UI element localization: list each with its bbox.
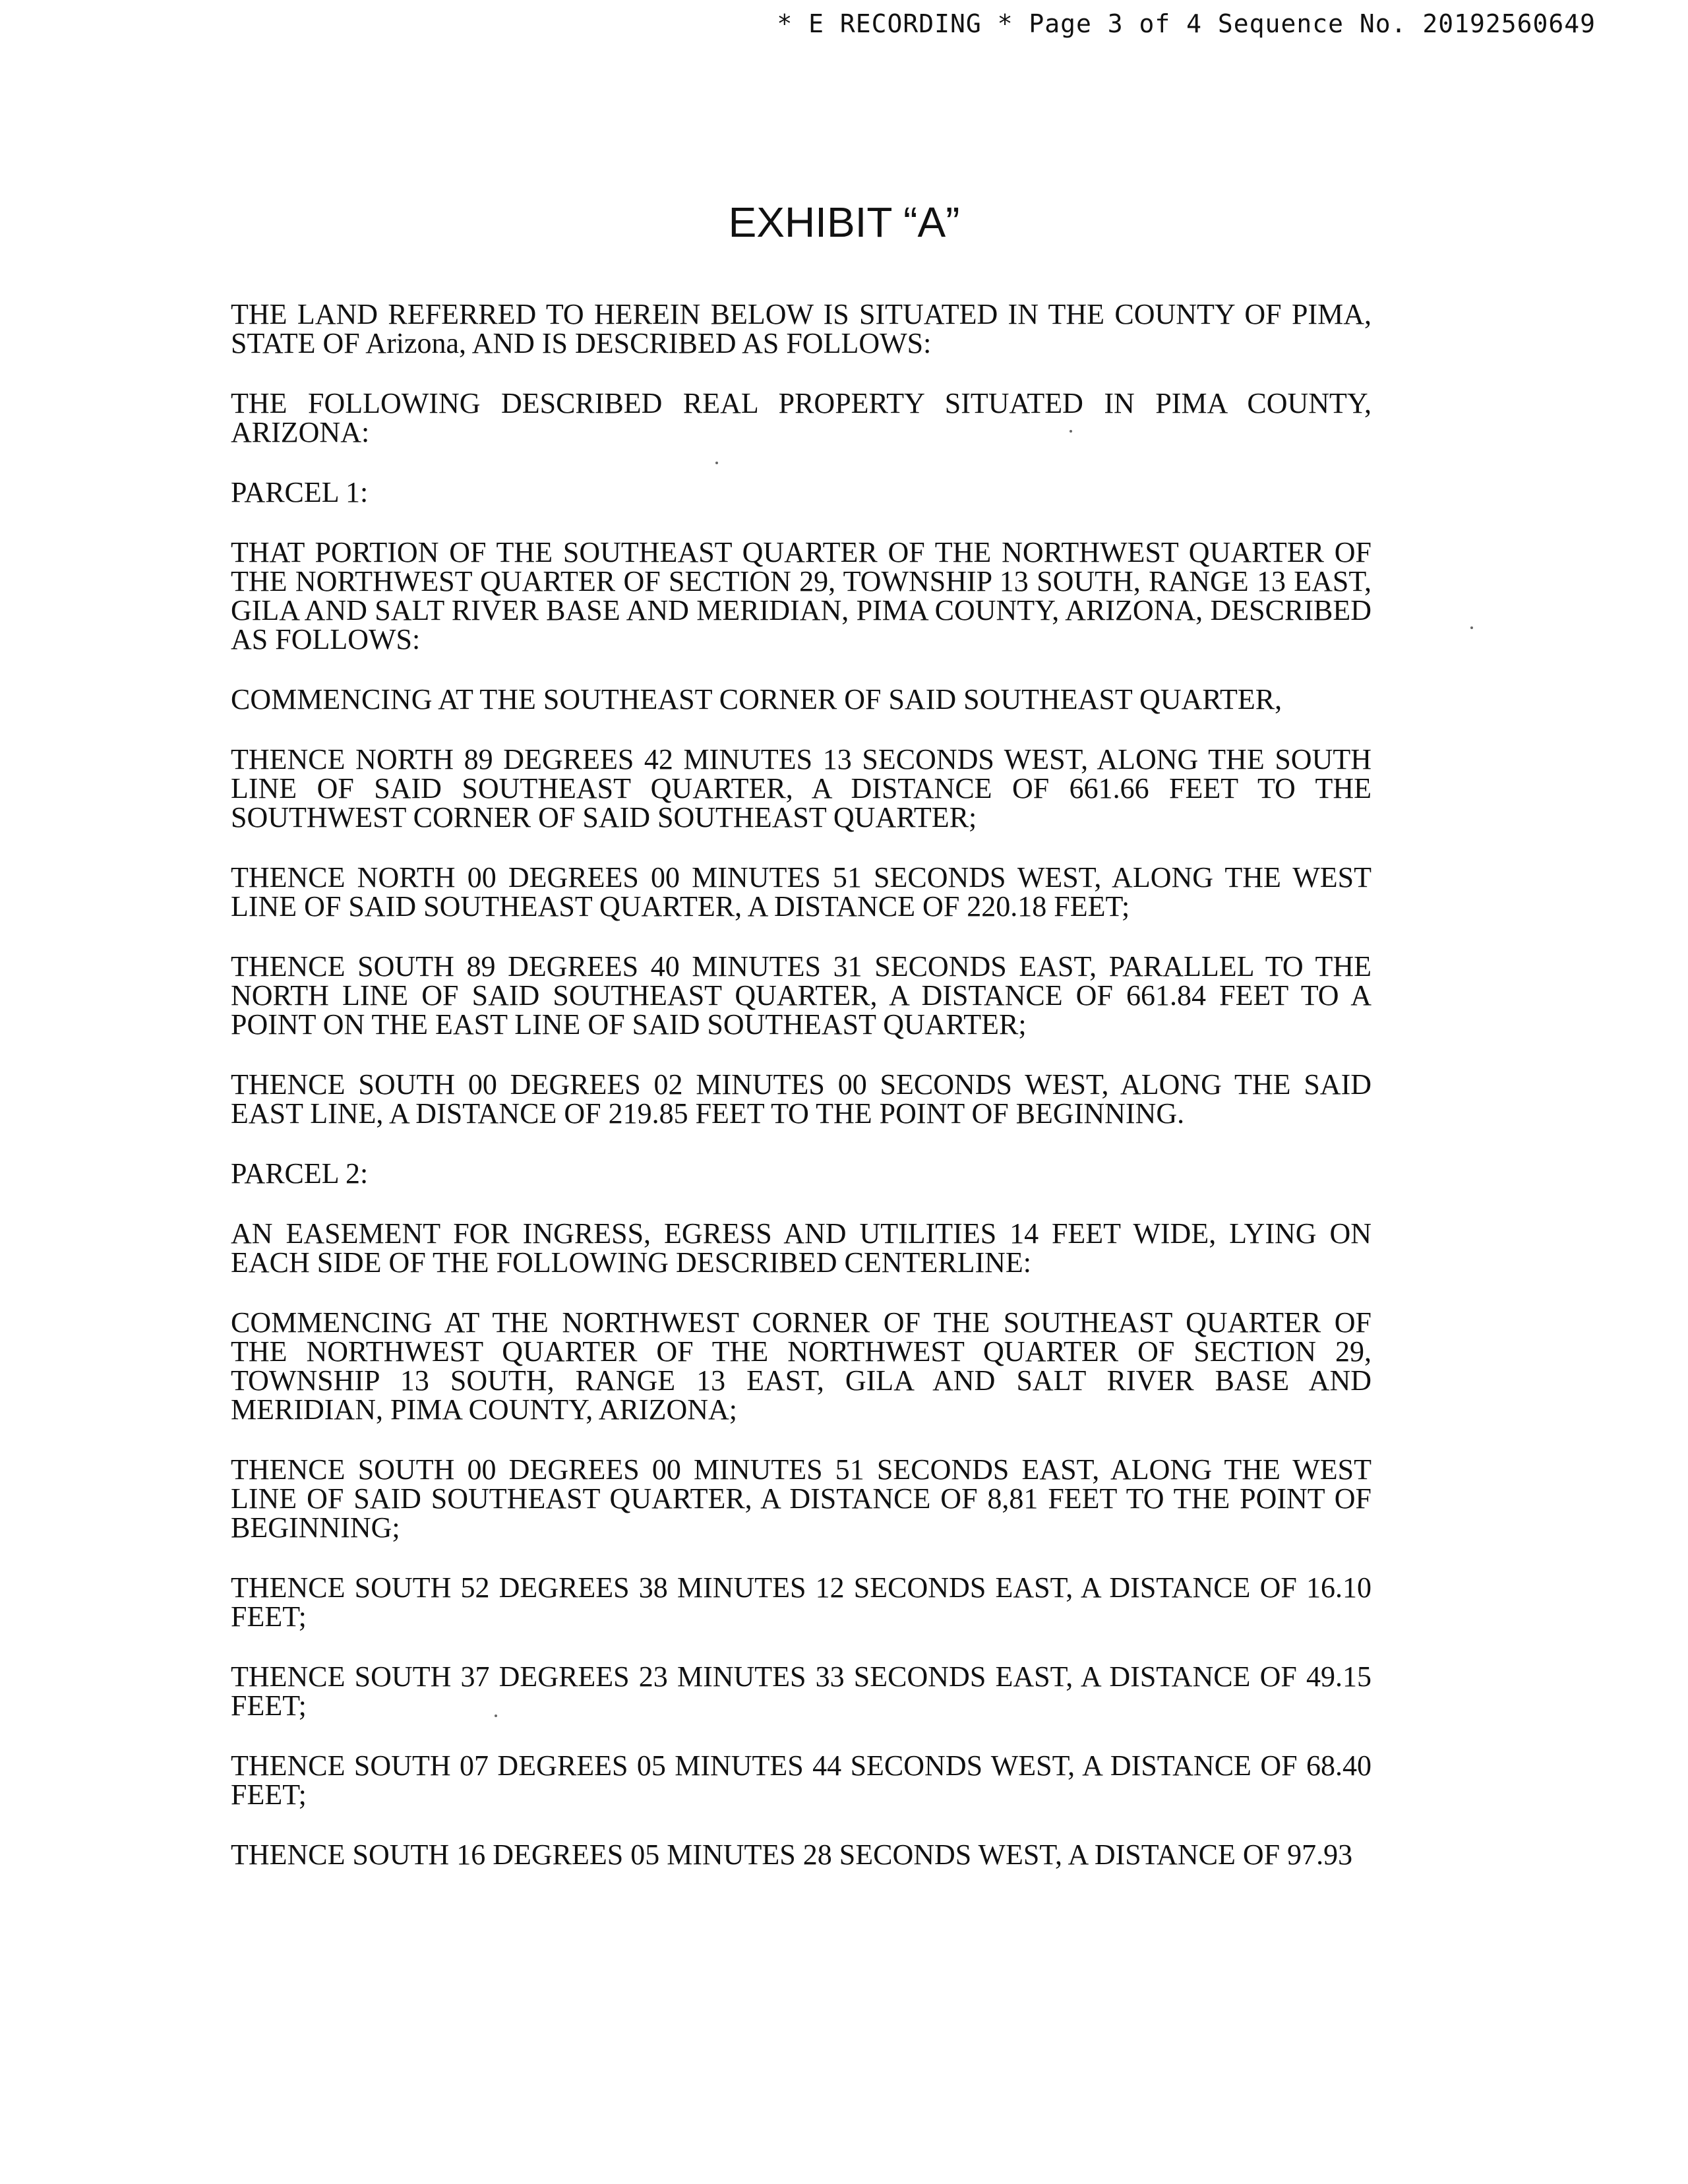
parcel-1-heading: PARCEL 1: — [231, 476, 369, 508]
parcel-2-course-5: THENCE SOUTH 16 DEGREES 05 MINUTES 28 SECONDS WEST, A DISTANCE OF 97.93 — [231, 1838, 1353, 1871]
parcel-1-course-3: THENCE SOUTH 89 DEGREES 40 MINUTES 31 SECONDS EAST, PARALLEL TO THE NORTH LINE OF SAID SOUTHEAST QUARTER, A DISTANCE OF 661.84 FEET TO A POINT ON THE EAST LINE OF SAID SOUTHEAST QUARTER; — [231, 950, 1372, 1041]
scan-speck — [715, 462, 718, 464]
paragraph-property: THE FOLLOWING DESCRIBED REAL PROPERTY SITUATED IN PIMA COUNTY, ARIZONA: — [231, 387, 1372, 448]
parcel-1-course-2: THENCE NORTH 00 DEGREES 00 MINUTES 51 SECONDS WEST, ALONG THE WEST LINE OF SAID SOUTHEAST QUARTER, A DISTANCE OF 220.18 FEET; — [231, 861, 1372, 923]
parcel-1-commencing: COMMENCING AT THE SOUTHEAST CORNER OF SAID SOUTHEAST QUARTER, — [231, 683, 1282, 715]
legal-description — [231, 300, 1372, 1900]
parcel-2-heading: PARCEL 2: — [231, 1157, 369, 1190]
parcel-2-easement: AN EASEMENT FOR INGRESS, EGRESS AND UTILITIES 14 FEET WIDE, LYING ON EACH SIDE OF THE FOLLOWING DESCRIBED CENTERLINE: — [231, 1217, 1372, 1279]
parcel-2-course-2: THENCE SOUTH 52 DEGREES 38 MINUTES 12 SECONDS EAST, A DISTANCE OF 16.10 FEET; — [231, 1571, 1372, 1633]
scan-speck — [495, 1714, 497, 1717]
paragraph-intro: THE LAND REFERRED TO HEREIN BELOW IS SITUATED IN THE COUNTY OF PIMA, STATE OF Arizona, AND IS DESCRIBED AS FOLLOWS: — [231, 298, 1372, 359]
exhibit-title: EXHIBIT “A” — [728, 198, 960, 246]
parcel-2-course-1: THENCE SOUTH 00 DEGREES 00 MINUTES 51 SECONDS EAST, ALONG THE WEST LINE OF SAID SOUTHEAST QUARTER, A DISTANCE OF 8,81 FEET TO THE POINT OF BEGINNING; — [231, 1453, 1372, 1544]
parcel-1-description: THAT PORTION OF THE SOUTHEAST QUARTER OF THE NORTHWEST QUARTER OF THE NORTHWEST QUARTER OF SECTION 29, TOWNSHIP 13 SOUTH, RANGE 13 EAST, GILA AND SALT RIVER BASE AND MERIDIAN, PIMA COUNTY, ARIZONA, DESCRIBED AS FOLLOWS: — [231, 536, 1372, 655]
scan-speck — [1470, 626, 1473, 629]
scan-speck — [1070, 430, 1072, 433]
parcel-1-course-1: THENCE NORTH 89 DEGREES 42 MINUTES 13 SECONDS WEST, ALONG THE SOUTH LINE OF SAID SOUTHEAST QUARTER, A DISTANCE OF 661.66 FEET TO THE SOUTHWEST CORNER OF SAID SOUTHEAST QUARTER; — [231, 743, 1372, 834]
parcel-2-course-4: THENCE SOUTH 07 DEGREES 05 MINUTES 44 SECONDS WEST, A DISTANCE OF 68.40 FEET; — [231, 1749, 1372, 1811]
parcel-2-commencing: COMMENCING AT THE NORTHWEST CORNER OF THE SOUTHEAST QUARTER OF THE NORTHWEST QUARTER OF THE NORTHWEST QUARTER OF SECTION 29, TOWNSHIP 13 SOUTH, RANGE 13 EAST, GILA AND SALT RIVER BASE AND MERIDIAN, PIMA COUNTY, ARIZONA; — [231, 1306, 1372, 1426]
recording-stamp: * E RECORDING * Page 3 of 4 Sequence No. 20192560649 — [777, 9, 1596, 38]
parcel-1-course-4: THENCE SOUTH 00 DEGREES 02 MINUTES 00 SECONDS WEST, ALONG THE SAID EAST LINE, A DISTANCE OF 219.85 FEET TO THE POINT OF BEGINNING. — [231, 1068, 1372, 1130]
parcel-2-course-3: THENCE SOUTH 37 DEGREES 23 MINUTES 33 SECONDS EAST, A DISTANCE OF 49.15 FEET; — [231, 1660, 1372, 1722]
